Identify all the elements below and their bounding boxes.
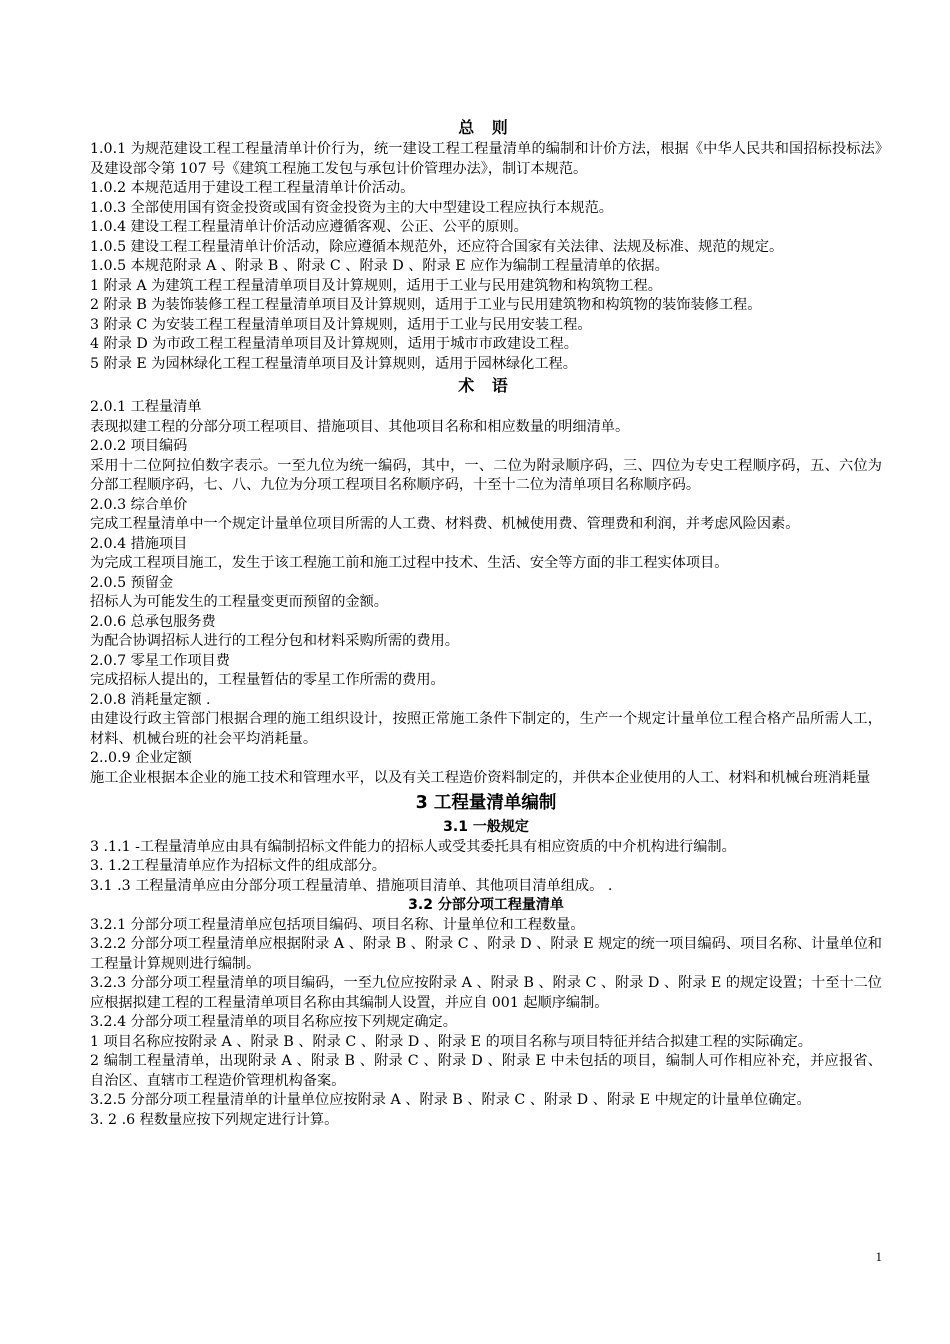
paragraph: 2.0.3 综合单价 — [90, 496, 188, 513]
paragraph: 3 附录 C 为安装工程工程量清单项目及计算规则，适用于工业与民用安装工程。 — [90, 316, 592, 333]
paragraph: 1.0.5 建设工程工程量清单计价活动，除应遵循本规范外，还应符合国家有关法律、法规及标准、规范的规定。 — [90, 238, 784, 255]
paragraph: 3.1 .3 工程量清单应由分部分项工程量清单、措施项目清单、其他项目清单组成。 . — [90, 877, 613, 894]
paragraph: 招标人为可能发生的工程量变更而预留的金额。 — [90, 594, 388, 610]
paragraph: 2.0.2 项目编码 — [90, 438, 188, 454]
paragraph: 3. 1.2工程量清单应作为招标文件的组成部分。 — [90, 858, 386, 874]
paragraph: 施工企业根据本企业的施工技术和管理水平，以及有关工程造价资料制定的，并供本企业使用的人工、材料和机械台班消耗量 — [90, 769, 871, 786]
paragraph: 采用十二位阿拉伯数字表示。一至九位为统一编码，其中，一、二位为附录顺序码，三、四位为专史工程顺序码，五、六位为分部工程顺序码，七、八、九位为分项工程项目名称顺序码，十至十二位为清单项目名称顺序码。 — [90, 457, 882, 493]
paragraph: 2.0.4 措施项目 — [90, 535, 188, 552]
paragraph: 2 附录 B 为装饰装修工程工程量清单项目及计算规则，适用于工业与民用建筑物和构筑物的装饰装修工程。 — [90, 297, 762, 313]
chapter-title: 3 工程量清单编制 — [415, 793, 557, 813]
section-terms — [90, 374, 882, 788]
paragraph: 1 附录 A 为建筑工程工程量清单项目及计算规则，适用于工业与民用建筑物和构筑物工程。 — [90, 277, 662, 294]
paragraph: 2 编制工程量清单，出现附录 A 、附录 B 、附录 C 、附录 D 、附录 E 中未包括的项目，编制人可作相应补充，并应报省、自治区、直辖市工程造价管理机构备案。 — [90, 1053, 882, 1089]
paragraph: 3.2.1 分部分项工程量清单应包括项目编码、项目名称、计量单位和工程数量。 — [90, 916, 585, 933]
paragraph: 3.2.5 分部分项工程量清单的计量单位应按附录 A 、附录 B 、附录 C 、附录 D 、附录 E 中规定的计量单位确定。 — [90, 1092, 811, 1108]
paragraph: 为完成工程项目施工，发生于该工程施工前和施工过程中技术、生活、安全等方面的非工程实体项目。 — [90, 555, 729, 571]
paragraph: 2.0.5 预留金 — [90, 574, 174, 591]
paragraph: 3.2.4 分部分项工程量清单的项目名称应按下列规定确定。 — [90, 1014, 457, 1030]
paragraph: 2..0.9 企业定额 — [90, 750, 192, 766]
paragraph: 4 附录 D 为市政工程工程量清单项目及计算规则，适用于城市市政建设工程。 — [90, 336, 578, 352]
paragraph: 1.0.3 全部使用国有资金投资或国有资金投资为主的大中型建设工程应执行本规范。 — [90, 199, 613, 216]
heading-terms: 术 语 — [458, 376, 514, 395]
page-number: 1 — [875, 1249, 882, 1264]
paragraph: 由建设行政主管部门根据合理的施工组织设计，按照正常施工条件下制定的，生产一个规定计量单位工程合格产品所需人工， 材料、机械台班的社会平均消耗量。 — [90, 711, 882, 747]
subsection-heading: 3.1 一般规定 — [443, 819, 529, 835]
paragraph: 为配合协调招标人进行的工程分包和材料采购所需的费用。 — [90, 633, 459, 649]
section-general — [90, 116, 882, 374]
paragraph: 2.0.1 工程量清单 — [90, 399, 202, 415]
paragraph: 1.0.2 本规范适用于建设工程工程量清单计价活动。 — [90, 180, 415, 196]
section-chapter3 — [90, 788, 882, 1130]
paragraph: 3 .1.1 -工程量清单应由具有编制招标文件能力的招标人或受其委托具有相应资质的中介机构进行编制。 — [90, 838, 736, 855]
paragraph: 1.0.5 本规范附录 A 、附录 B 、附录 C 、附录 D 、附录 E 应作为编制工程量清单的依据。 — [90, 258, 669, 274]
paragraph: 表现拟建工程的分部分项工程项目、措施项目、其他项目名称和相应数量的明细清单。 — [90, 418, 630, 435]
paragraph: 3.2.3 分部分项工程量清单的项目编码，一至九位应按附录 A 、附录 B 、附录 C 、附录 D 、附录 E 的规定设置；十至十二位应根据拟建工程的工程量清单项目名称由其编制人设置，并应自 001 起顺序编制。 — [90, 975, 882, 1011]
heading-general: 总 则 — [458, 118, 514, 137]
paragraph: 2.0.6 总承包服务费 — [90, 613, 216, 630]
paragraph: 1.0.1 为规范建设工程工程量清单计价行为，统一建设工程工程量清单的编制和计价方法，根据《中华人民共和国招标投标法》及建设部令第 107 号《建筑工程施工发包与承包计价管理办法》，制订本规范。 — [90, 141, 882, 177]
paragraph: 5 附录 E 为园林绿化工程工程量清单项目及计算规则，适用于园林绿化工程。 — [90, 355, 577, 372]
paragraph: 3. 2 .6 程数量应按下列规定进行计算。 — [90, 1111, 339, 1128]
paragraph: 2.0.8 消耗量定额 . — [90, 691, 211, 708]
paragraph: 完成招标人提出的，工程量暂估的零星工作所需的费用。 — [90, 672, 445, 688]
document-body — [90, 116, 882, 1130]
paragraph: 1.0.4 建设工程工程量清单计价活动应遵循客观、公正、公平的原则。 — [90, 219, 528, 235]
paragraph: 3.2.2 分部分项工程量清单应根据附录 A 、附录 B 、附录 C 、附录 D 、附录 E 规定的统一项目编码、项目名称、计量单位和工程量计算规则进行编制。 — [90, 936, 882, 972]
paragraph: 1 项目名称应按附录 A 、附录 B 、附录 C 、附录 D 、附录 E 的项目名称与项目特征并结合拟建工程的实际确定。 — [90, 1033, 812, 1050]
paragraph: 完成工程量清单中一个规定计量单位项目所需的人工费、材料费、机械使用费、管理费和利润，并考虑风险因素。 — [90, 516, 800, 532]
paragraph: 2.0.7 零星工作项目费 — [90, 652, 230, 669]
subsection-heading: 3.2 分部分项工程量清单 — [408, 897, 564, 913]
